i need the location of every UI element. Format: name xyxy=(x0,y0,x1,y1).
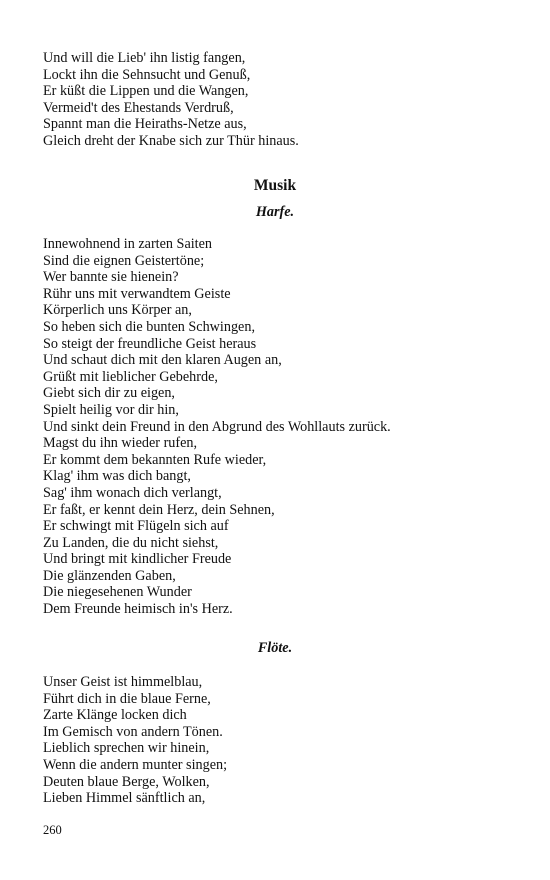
poem-line: Die glänzenden Gaben, xyxy=(43,567,176,584)
poem-line: Führt dich in die blaue Ferne, xyxy=(43,690,211,707)
harfe-subtitle: Harfe. xyxy=(255,204,295,220)
floete-stanza xyxy=(43,674,227,807)
poem-line: Vermeid't des Ehestands Verdruß, xyxy=(43,99,234,116)
poem-line: Deuten blaue Berge, Wolken, xyxy=(43,773,210,790)
poem-line: Und sinkt dein Freund in den Abgrund des Wohllauts zurück. xyxy=(43,418,391,435)
poem-line: Sind die eignen Geistertöne; xyxy=(43,252,205,269)
poem-line: Und schaut dich mit den klaren Augen an, xyxy=(43,352,282,369)
poem-line: Wenn die andern munter singen; xyxy=(43,756,228,773)
poem-line: Und will die Lieb' ihn listig fangen, xyxy=(43,50,246,66)
page-number: 260 xyxy=(43,823,62,837)
poem-line: Rühr uns mit verwandtem Geiste xyxy=(43,285,231,302)
poem-line: So heben sich die bunten Schwingen, xyxy=(43,318,255,335)
poem-line: Gleich dreht der Knabe sich zur Thür hinaus. xyxy=(43,132,299,149)
poem-line: Wer bannte sie hienein? xyxy=(43,269,179,286)
poem-line: Sag' ihm wonach dich verlangt, xyxy=(43,484,222,501)
floete-subtitle: Flöte. xyxy=(257,640,293,656)
poem-line: Klag' ihm was dich bangt, xyxy=(43,468,191,485)
poem-line: Er küßt die Lippen und die Wangen, xyxy=(43,83,249,100)
poem-line: Dem Freunde heimisch in's Herz. xyxy=(43,601,233,618)
poem-line: Zarte Klänge locken dich xyxy=(43,707,187,724)
poem-line: Giebt sich dir zu eigen, xyxy=(43,385,175,402)
poem-line: Er schwingt mit Flügeln sich auf xyxy=(43,518,229,535)
poem-line: Grüßt mit lieblicher Gebehrde, xyxy=(43,368,218,385)
poem-line: Im Gemisch von andern Tönen. xyxy=(43,723,223,740)
poem-line: Unser Geist ist himmelblau, xyxy=(43,674,203,690)
poem-line: Lockt ihn die Sehnsucht und Genuß, xyxy=(43,66,251,83)
section-title: Musik xyxy=(253,177,297,194)
poem-line: Zu Landen, die du nicht siehst, xyxy=(43,534,219,551)
poem-line: Er kommt dem bekannten Rufe wieder, xyxy=(43,451,267,468)
intro-stanza xyxy=(43,50,299,150)
poem-line: Spielt heilig vor dir hin, xyxy=(43,401,179,418)
poem-line: Magst du ihn wieder rufen, xyxy=(43,435,198,452)
poem-line: Und bringt mit kindlicher Freude xyxy=(43,551,232,568)
poem-line: So steigt der freundliche Geist heraus xyxy=(43,335,257,352)
poem-line: Er faßt, er kennt dein Herz, dein Sehnen, xyxy=(43,501,275,518)
harfe-stanza xyxy=(43,236,391,618)
poem-line: Spannt man die Heiraths-Netze aus, xyxy=(43,116,247,133)
poem-line: Innewohnend in zarten Saiten xyxy=(43,236,213,252)
poem-line: Lieblich sprechen wir hinein, xyxy=(43,740,210,757)
poem-line: Körperlich uns Körper an, xyxy=(43,302,192,319)
poem-line: Die niegesehenen Wunder xyxy=(43,584,192,601)
poem-line: Lieben Himmel sänftlich an, xyxy=(43,790,206,807)
